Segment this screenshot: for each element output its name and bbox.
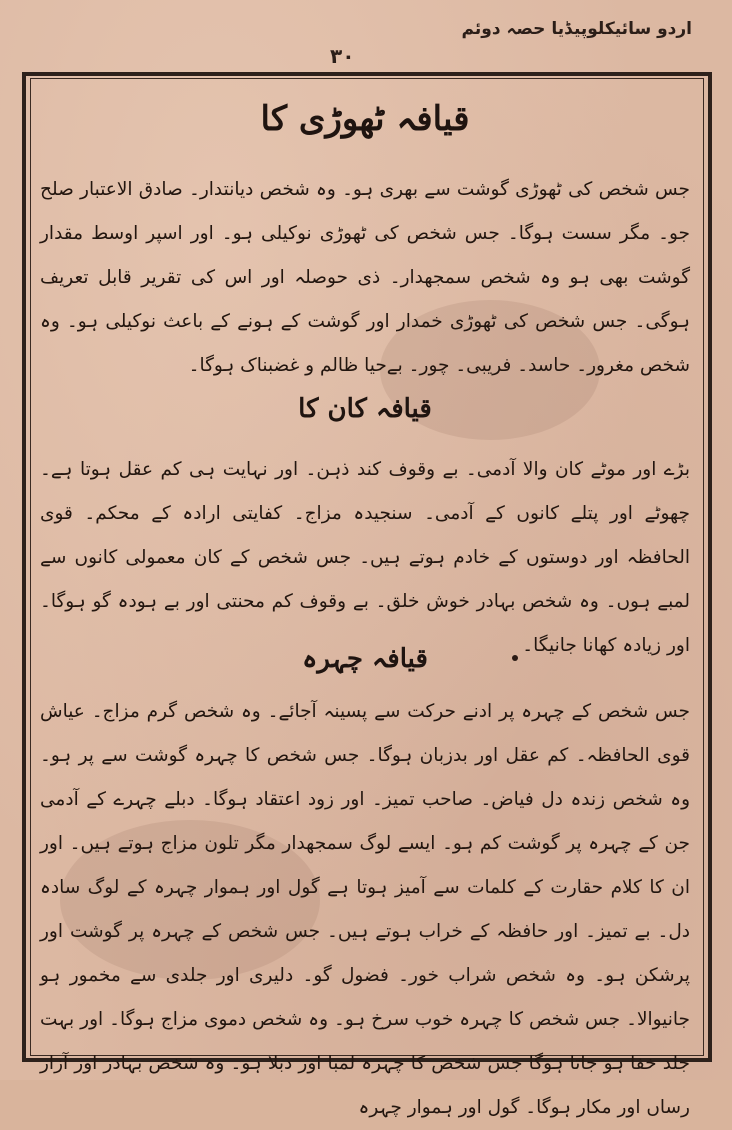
- section-paragraph: جس شخص کی ٹھوڑی گوشت سے بھری ہو۔ وہ شخص دیانتدار۔ صادق الاعتبار صلح جو۔ مگر سست ہوگا۔ جس شخص کی ٹھوڑی نوکیلی ہو۔ اور اسپر اوسط مقدار گوشت بھی ہو وہ شخص سمجھدار۔ ذی حوصلہ اور اس کی تقریر قابل تعریف ہوگی۔ جس شخص کی ٹھوڑی خمدار اور گوشت کے ہونے کے باعث نوکیلی ہو۔ وہ شخص مغرور۔ حاسد۔ فریبی۔ چور۔ بےحیا ظالم و غضبناک ہوگا۔: [40, 179, 690, 376]
- section-heading: قیافہ ٹھوڑی کا: [260, 99, 470, 139]
- section-chin-body: [40, 168, 690, 388]
- section-chin: [40, 98, 690, 139]
- page-number: ۳۰: [330, 44, 355, 68]
- section-heading: قیافہ چہرہ: [302, 644, 428, 674]
- section-face-body: [40, 690, 690, 1130]
- section-paragraph: جس شخص کے چہرہ پر ادنے حرکت سے پسینہ آجائے۔ وہ شخص گرم مزاج۔ عیاش قوی الحافظہ۔ کم عقل اور بدزبان ہوگا۔ جس شخص کا چہرہ گوشت سے پر ہو۔ وہ شخص زندہ دل فیاض۔ صاحب تمیز۔ اور زود اعتقاد ہوگا۔ دبلے چہرے کے آدمی جن کے چہرہ پر گوشت کم ہو۔ ایسے لوگ سمجھدار مگر تلون مزاج ہوتے ہیں۔ اور ان کا کلام حقارت کے کلمات سے آمیز ہوتا ہے گول اور ہموار چہرہ کے لوگ سادہ دل۔ بے تمیز۔ اور حافظہ کے خراب ہوتے ہیں۔ جس شخص کے چہرہ پر گوشت اور پرشکن ہو۔ وہ شخص شراب خور۔ فضول گو۔ دلیری اور جلدی سے مخمور ہو جانیوالا۔ جس شخص کا چہرہ خوب سرخ ہو۔ وہ شخص دموی مزاج ہوگا۔ اور بہت جلد خفا ہو جاتا ہوگا جس شخص کا چہرہ لمبا اور دبلا ہو۔ وہ شخص بہادر اور آزار رساں اور مکار ہوگا۔ گول اور ہموار چہرہ: [40, 701, 690, 1118]
- running-title: اردو سائیکلوپیڈیا حصہ دوئم: [461, 19, 692, 39]
- section-ear: [40, 394, 690, 424]
- section-paragraph: بڑے اور موٹے کان والا آدمی۔ بے وقوف کند ذہن۔ اور نہایت ہی کم عقل ہوتا ہے۔ چھوٹے اور پتلے کانوں کے آدمی۔ سنجیدہ مزاج۔ کفایتی ارادہ کے محکم۔ قوی الحافظہ اور دوستوں کے خادم ہوتے ہیں۔ جس شخص کے کان معمولی کانوں سے لمبے ہوں۔ وہ شخص بہادر خوش خلق۔ بے وقوف کم محنتی اور بے ہودہ گو ہوگا۔ اور زیادہ کھانا جانیگا۔: [40, 459, 690, 656]
- section-ear-body: [40, 448, 690, 668]
- section-heading: قیافہ کان کا: [298, 394, 432, 424]
- section-face: [40, 644, 690, 674]
